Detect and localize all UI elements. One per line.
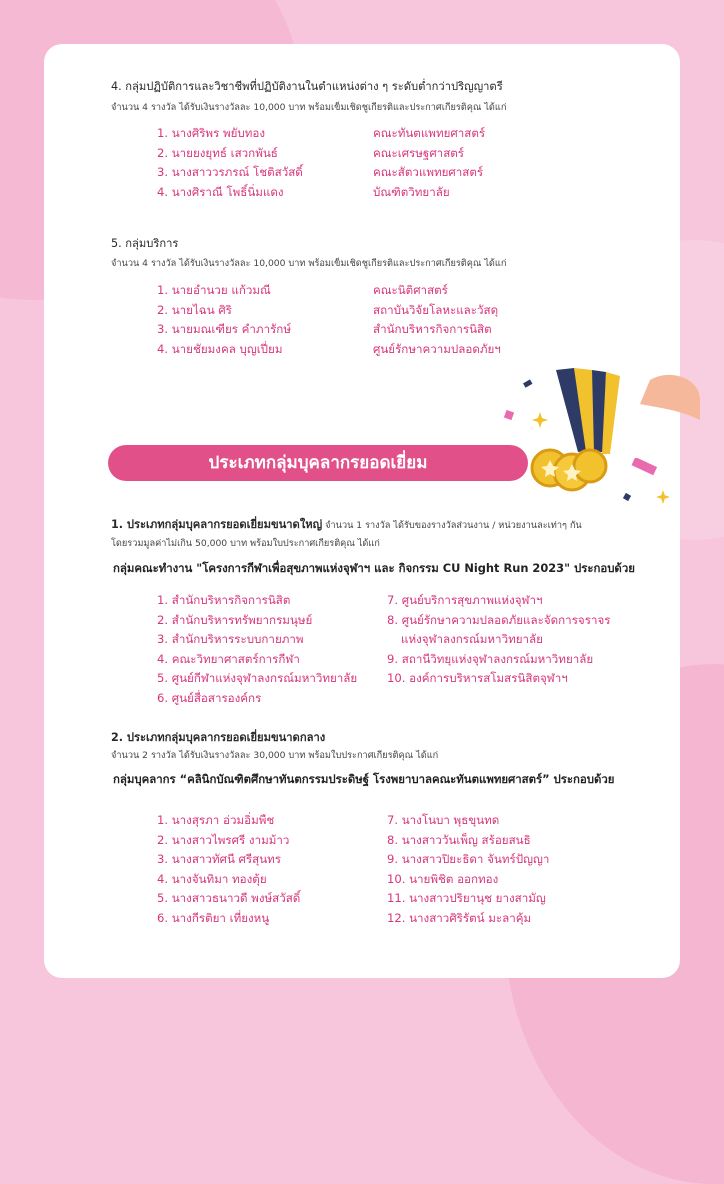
section5-names — [157, 281, 291, 359]
group2-left — [157, 811, 300, 928]
group1-right — [387, 591, 610, 689]
list-item: 3. สำนักบริหารระบบกายภาพ — [157, 632, 304, 646]
group2-desc: จำนวน 2 รางวัล ได้รับเงินรางวัลละ 30,000 บาท พร้อมใบประกาศเกียรติคุณ ได้แก่ — [111, 750, 439, 761]
section4-units — [373, 124, 485, 202]
list-item: 9. สถานีวิทยุแห่งจุฬาลงกรณ์มหาวิทยาลัย — [387, 651, 594, 666]
list-item: 1. นางสุรภา อ่วมอิ่มพืช — [157, 813, 275, 827]
group1-title — [111, 515, 582, 533]
list-item: 5. นางสาวธนาวดี พงษ์สวัสดิ์ — [157, 891, 301, 905]
list-item: 4. นางศิราณี โพธิ์นิ่มแดง — [157, 184, 284, 199]
group1-heading: กลุ่มคณะทำงาน "โครงการกีฬาเพื่อสุขภาพแห่งจุฬาฯ และ กิจกรรม CU Night Run 2023" ประกอบด้วย — [113, 561, 635, 575]
list-item: คณะสัตวแพทยศาสตร์ — [373, 165, 484, 179]
list-item: 7. ศูนย์บริการสุขภาพแห่งจุฬาฯ — [387, 593, 543, 607]
list-item: 10. นายพิชิต ออกทอง — [387, 871, 499, 886]
group2-heading: กลุ่มบุคลากร “คลินิกบัณฑิตศึกษาทันตกรรมประดิษฐ์ โรงพยาบาลคณะทันตแพทยศาสตร์” ประกอบด้วย — [113, 772, 615, 786]
section4-title: 4. กลุ่มปฏิบัติการและวิชาชีพที่ปฏิบัติงานในตำแหน่งต่าง ๆ ระดับต่ำกว่าปริญญาตรี — [111, 80, 503, 93]
list-item: 1. นางศิริพร พยับทอง — [157, 126, 266, 140]
group1-left — [157, 591, 357, 708]
group1-title-bold: 1. ประเภทกลุ่มบุคลากรยอดเยี่ยมขนาดใหญ่ — [111, 518, 323, 531]
list-item: 2. นายยงยุทธ์ เสวกพันธ์ — [157, 145, 278, 160]
list-item: สำนักบริหารกิจการนิสิต — [373, 322, 492, 336]
list-item: สถาบันวิจัยโลหะและวัสดุ — [373, 302, 499, 317]
list-item: 12. นางสาวศิริรัตน์ มะลาคุ้ม — [387, 910, 532, 925]
list-item: 7. นางโนบา พุธขุนทด — [387, 813, 500, 827]
list-item: ศูนย์รักษาความปลอดภัยฯ — [373, 341, 501, 356]
list-item: 8. ศูนย์รักษาความปลอดภัยและจัดการจราจร — [387, 612, 611, 627]
list-item: 8. นางสาววันเพ็ญ สร้อยสนธิ — [387, 832, 531, 847]
list-item: คณะเศรษฐศาสตร์ — [373, 145, 465, 160]
confetti-icon — [522, 378, 534, 390]
list-item: บัณฑิตวิทยาลัย — [373, 184, 450, 199]
list-item: 4. นางจันทิมา ทองตุ้ย — [157, 871, 267, 886]
section5-units — [373, 281, 501, 359]
group2-right — [387, 811, 549, 928]
list-item: 2. สำนักบริหารทรัพยากรมนุษย์ — [157, 612, 313, 627]
confetti-icon — [630, 458, 660, 476]
list-item: 9. นางสาวปิยะธิดา จันทร์ปัญญา — [387, 852, 550, 866]
section4-names — [157, 124, 303, 202]
section5-title: 5. กลุ่มบริการ — [111, 237, 179, 250]
confetti-icon — [622, 492, 632, 502]
category-banner: ประเภทกลุ่มบุคลากรยอดเยี่ยม — [108, 445, 528, 481]
list-item: 3. นางสาวทัศนี ศรีสุนทร — [157, 852, 282, 866]
list-item: 3. นายมณเฑียร คำภารักษ์ — [157, 322, 291, 336]
hand-icon — [640, 375, 700, 420]
sparkle-icon — [656, 490, 670, 504]
group1-title-rest: จำนวน 1 รางวัล ได้รับของรางวัลส่วนงาน / หน่วยงานละเท่าๆ กัน — [322, 520, 582, 531]
section5-desc: จำนวน 4 รางวัล ได้รับเงินรางวัลละ 10,000 บาท พร้อมเข็มเชิดชูเกียรติและประกาศเกียรติคุณ ได้แก่ — [111, 258, 507, 269]
list-item: 1. นายอำนวย แก้วมณี — [157, 283, 271, 297]
confetti-icon — [502, 408, 516, 422]
list-item: 3. นางสาววรภรณ์ โชติสวัสดิ์ — [157, 165, 303, 179]
list-item: 6. นางกีรติยา เที่ยงหนู — [157, 910, 270, 925]
list-item: 10. องค์การบริหารสโมสรนิสิตจุฬาฯ — [387, 671, 568, 685]
section4-desc: จำนวน 4 รางวัล ได้รับเงินรางวัลละ 10,000 บาท พร้อมเข็มเชิดชูเกียรติและประกาศเกียรติคุณ ได้แก่ — [111, 102, 507, 113]
list-item: 4. คณะวิทยาศาสตร์การกีฬา — [157, 651, 300, 666]
list-item: 2. นายไฉน ศิริ — [157, 302, 232, 317]
list-item: 4. นายชัยมงคล บุญเปี่ยม — [157, 341, 283, 356]
list-item: คณะทันตแพทยศาสตร์ — [373, 126, 486, 140]
sparkle-icon — [532, 412, 548, 428]
group2-title: 2. ประเภทกลุ่มบุคลากรยอดเยี่ยมขนาดกลาง — [111, 731, 326, 744]
list-item: แห่งจุฬาลงกรณ์มหาวิทยาลัย — [401, 632, 543, 646]
list-item: คณะนิติศาสตร์ — [373, 283, 448, 297]
list-item: 5. ศูนย์กีฬาแห่งจุฬาลงกรณ์มหาวิทยาลัย — [157, 671, 358, 685]
list-item: 11. นางสาวปริยานุช ยางสามัญ — [387, 891, 546, 905]
list-item: 6. ศูนย์สื่อสารองค์กร — [157, 690, 262, 705]
list-item: 1. สำนักบริหารกิจการนิสิต — [157, 593, 291, 607]
list-item: 2. นางสาวไพรศรี งามม้าว — [157, 832, 290, 847]
group1-desc: โดยรวมมูลค่าไม่เกิน 50,000 บาท พร้อมใบประกาศเกียรติคุณ ได้แก่ — [111, 538, 380, 549]
content-card — [44, 44, 680, 978]
